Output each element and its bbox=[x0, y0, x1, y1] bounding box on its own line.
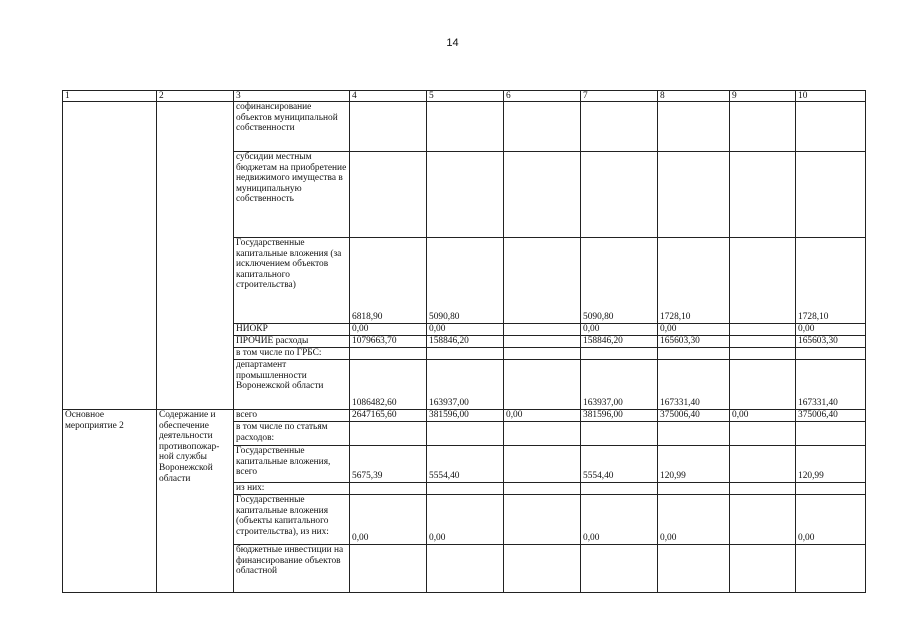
value-cell bbox=[658, 483, 730, 495]
value-cell bbox=[427, 348, 504, 360]
value-cell: 381596,00 bbox=[427, 410, 504, 422]
column-number-cell: 8 bbox=[658, 91, 730, 102]
value-cell bbox=[796, 348, 866, 360]
value-cell bbox=[504, 324, 581, 336]
value-cell bbox=[730, 238, 796, 324]
column-number-row bbox=[63, 91, 866, 102]
value-cell bbox=[427, 545, 504, 593]
value-cell bbox=[730, 446, 796, 483]
row-label: НИОКР bbox=[234, 324, 350, 336]
value-cell bbox=[730, 495, 796, 545]
row-label: ПРОЧИЕ расходы bbox=[234, 336, 350, 348]
value-cell bbox=[796, 422, 866, 446]
row-label: из них: bbox=[234, 483, 350, 495]
value-cell: 1086482,60 bbox=[350, 360, 427, 410]
column-number-cell: 10 bbox=[796, 91, 866, 102]
value-cell bbox=[658, 422, 730, 446]
row-label: в том числе по ГРБС: bbox=[234, 348, 350, 360]
row-label: всего bbox=[234, 410, 350, 422]
row-label: в том числе по статьям расходов: bbox=[234, 422, 350, 446]
column-number-cell: 9 bbox=[730, 91, 796, 102]
value-cell: 120,99 bbox=[796, 446, 866, 483]
value-cell: 6818,90 bbox=[350, 238, 427, 324]
value-cell: 0,00 bbox=[504, 410, 581, 422]
value-cell bbox=[658, 348, 730, 360]
value-cell bbox=[658, 545, 730, 593]
value-cell bbox=[730, 422, 796, 446]
value-cell: 165603,30 bbox=[658, 336, 730, 348]
value-cell: 0,00 bbox=[427, 495, 504, 545]
value-cell: 5090,80 bbox=[581, 238, 658, 324]
value-cell: 158846,20 bbox=[581, 336, 658, 348]
value-cell: 0,00 bbox=[796, 495, 866, 545]
column-number-cell: 4 bbox=[350, 91, 427, 102]
value-cell bbox=[350, 422, 427, 446]
value-cell bbox=[504, 102, 581, 152]
value-cell: 158846,20 bbox=[427, 336, 504, 348]
value-cell bbox=[658, 102, 730, 152]
value-cell: 2647165,60 bbox=[350, 410, 427, 422]
value-cell: 120,99 bbox=[658, 446, 730, 483]
column-number-cell: 2 bbox=[157, 91, 234, 102]
value-cell bbox=[504, 348, 581, 360]
value-cell: 375006,40 bbox=[658, 410, 730, 422]
value-cell bbox=[730, 336, 796, 348]
row-label: Государственные капитальные вложения, всего bbox=[234, 446, 350, 483]
value-cell: 0,00 bbox=[350, 324, 427, 336]
value-cell: 0,00 bbox=[581, 495, 658, 545]
value-cell bbox=[581, 545, 658, 593]
value-cell: 0,00 bbox=[658, 495, 730, 545]
value-cell bbox=[427, 422, 504, 446]
row-label: субсидии местным бюджетам на приобретение недвижимого имущества в муниципальную собственность bbox=[234, 152, 350, 238]
value-cell bbox=[658, 152, 730, 238]
value-cell bbox=[504, 152, 581, 238]
empty-cell bbox=[63, 102, 157, 410]
value-cell: 381596,00 bbox=[581, 410, 658, 422]
page-number: 14 bbox=[446, 37, 459, 49]
column-number-cell: 1 bbox=[63, 91, 157, 102]
row-label: Государственные капитальные вложения (за исключением объектов капитального строительства) bbox=[234, 238, 350, 324]
value-cell: 0,00 bbox=[796, 324, 866, 336]
value-cell bbox=[581, 102, 658, 152]
value-cell bbox=[581, 422, 658, 446]
column-number-cell: 7 bbox=[581, 91, 658, 102]
value-cell: 5554,40 bbox=[427, 446, 504, 483]
value-cell bbox=[350, 545, 427, 593]
column-number-cell: 6 bbox=[504, 91, 581, 102]
row-label: софинансирование объектов муниципальной собственности bbox=[234, 102, 350, 152]
value-cell: 0,00 bbox=[658, 324, 730, 336]
row-label: Государственные капитальные вложения (объекты капитального строительства), из них: bbox=[234, 495, 350, 545]
value-cell bbox=[581, 348, 658, 360]
value-cell bbox=[730, 324, 796, 336]
value-cell: 167331,40 bbox=[796, 360, 866, 410]
value-cell: 5675,39 bbox=[350, 446, 427, 483]
row-label: бюджетные инвестиции на финансирование объектов областной bbox=[234, 545, 350, 593]
value-cell: 5090,80 bbox=[427, 238, 504, 324]
value-cell bbox=[796, 483, 866, 495]
value-cell bbox=[796, 545, 866, 593]
value-cell bbox=[504, 446, 581, 483]
value-cell bbox=[350, 102, 427, 152]
value-cell bbox=[796, 102, 866, 152]
value-cell: 167331,40 bbox=[658, 360, 730, 410]
value-cell: 0,00 bbox=[730, 410, 796, 422]
value-cell: 163937,00 bbox=[581, 360, 658, 410]
value-cell bbox=[350, 348, 427, 360]
empty-cell bbox=[157, 102, 234, 410]
value-cell bbox=[730, 102, 796, 152]
value-cell bbox=[504, 360, 581, 410]
measure-name: Основное мероприятие 2 bbox=[63, 410, 157, 593]
value-cell bbox=[427, 102, 504, 152]
value-cell: 5554,40 bbox=[581, 446, 658, 483]
value-cell bbox=[350, 483, 427, 495]
value-cell bbox=[730, 545, 796, 593]
value-cell: 0,00 bbox=[350, 495, 427, 545]
value-cell: 1728,10 bbox=[796, 238, 866, 324]
table-row bbox=[63, 102, 866, 152]
value-cell bbox=[504, 422, 581, 446]
value-cell bbox=[504, 238, 581, 324]
row-label: департамент промышленности Воронежской области bbox=[234, 360, 350, 410]
value-cell bbox=[730, 348, 796, 360]
value-cell bbox=[730, 152, 796, 238]
value-cell bbox=[730, 483, 796, 495]
value-cell: 1079663,70 bbox=[350, 336, 427, 348]
value-cell: 0,00 bbox=[581, 324, 658, 336]
value-cell bbox=[581, 483, 658, 495]
table-row bbox=[63, 410, 866, 422]
measure-description: Содержание и обеспечение деятельности противопожар-ной службы Воронежской области bbox=[157, 410, 234, 593]
value-cell bbox=[730, 360, 796, 410]
value-cell: 165603,30 bbox=[796, 336, 866, 348]
value-cell bbox=[504, 495, 581, 545]
budget-table bbox=[62, 90, 866, 593]
value-cell bbox=[504, 483, 581, 495]
value-cell: 375006,40 bbox=[796, 410, 866, 422]
value-cell: 163937,00 bbox=[427, 360, 504, 410]
value-cell bbox=[427, 483, 504, 495]
column-number-cell: 5 bbox=[427, 91, 504, 102]
value-cell bbox=[581, 152, 658, 238]
value-cell bbox=[504, 545, 581, 593]
value-cell bbox=[796, 152, 866, 238]
column-number-cell: 3 bbox=[234, 91, 350, 102]
value-cell: 0,00 bbox=[427, 324, 504, 336]
value-cell bbox=[504, 336, 581, 348]
value-cell bbox=[427, 152, 504, 238]
value-cell: 1728,10 bbox=[658, 238, 730, 324]
value-cell bbox=[350, 152, 427, 238]
